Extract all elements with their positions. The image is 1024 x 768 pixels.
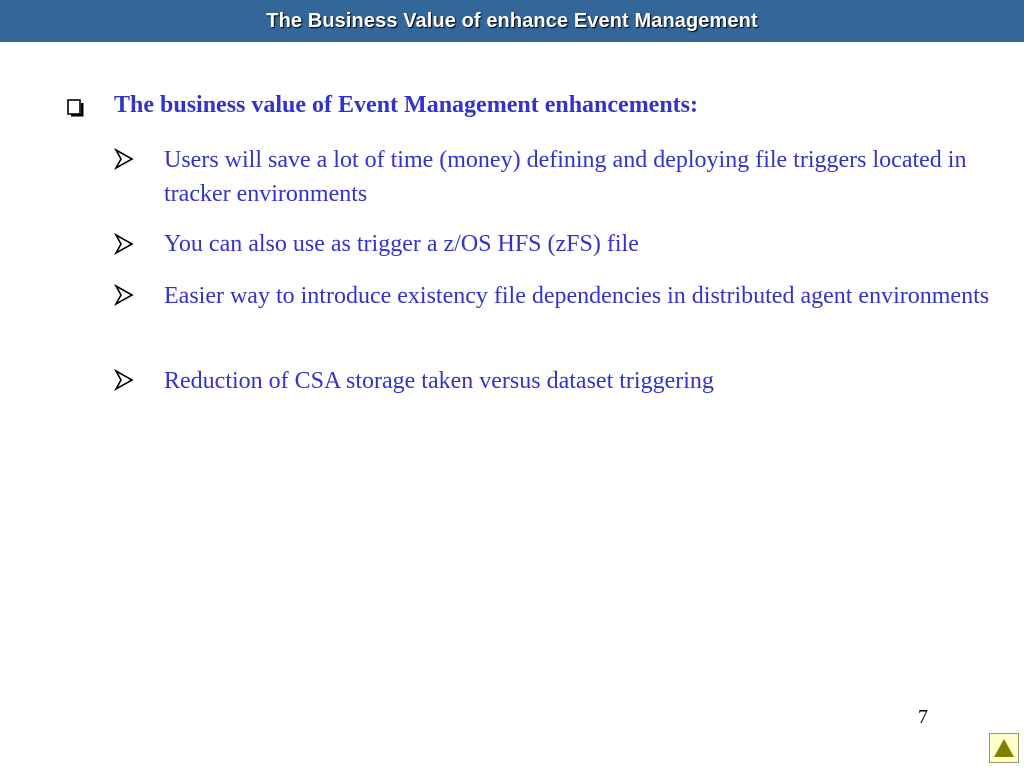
main-bullet-text: The business value of Event Management enhancements: [114, 92, 699, 118]
sub-bullet-text: Users will save a lot of time (money) defining and deploying file triggers located in tracker environments [164, 147, 967, 207]
checkbox-square-icon [66, 96, 85, 120]
title-bar [0, 0, 1024, 42]
page-number: 7 [918, 706, 928, 728]
nav-up-button[interactable] [989, 733, 1019, 763]
sub-bullet-text: You can also use as trigger a z/OS HFS (zFS) file [164, 231, 639, 257]
arrow-right-icon [114, 233, 134, 255]
arrow-right-icon [114, 148, 134, 170]
arrow-right-icon [114, 369, 134, 391]
main-bullet [66, 92, 85, 120]
sub-bullet-text: Reduction of CSA storage taken versus dataset triggering [164, 368, 714, 394]
arrow-right-icon [114, 284, 134, 306]
slide-title: The Business Value of enhance Event Management [266, 9, 758, 32]
triangle-up-icon [993, 738, 1015, 758]
sub-bullet-text: Easier way to introduce existency file dependencies in distributed agent environments [164, 283, 990, 309]
